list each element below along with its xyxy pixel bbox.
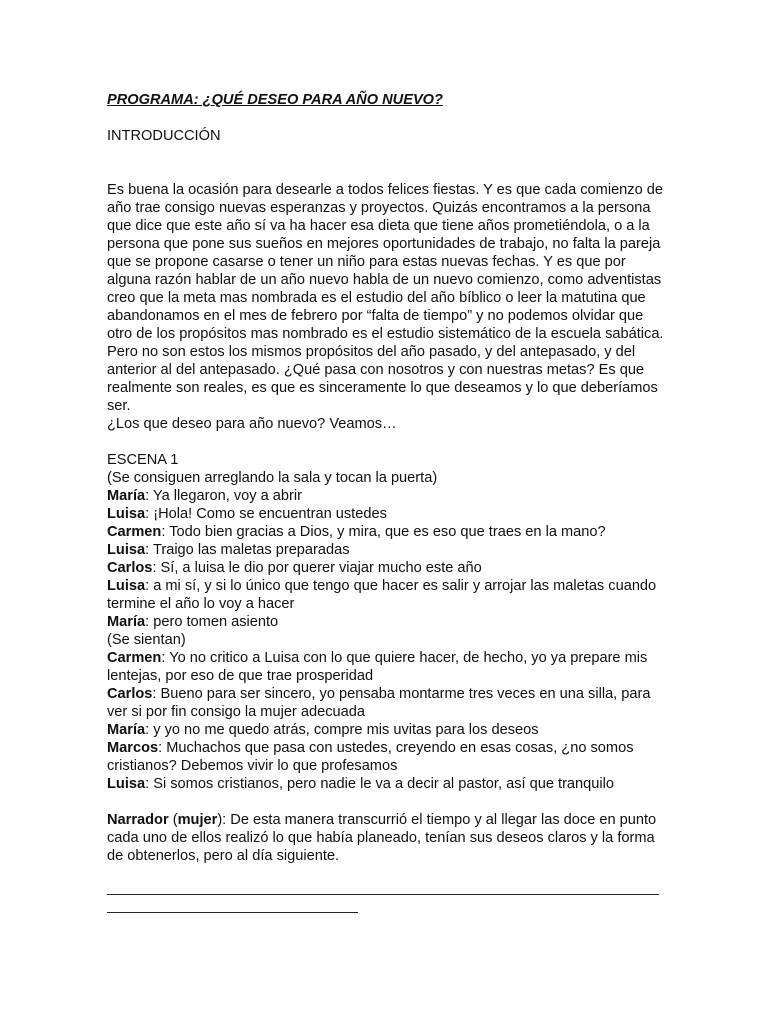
dialogue-line — [107, 739, 667, 775]
blank-line-rule-short — [107, 912, 358, 913]
dialogue-text: : Muchachos que pasa con ustedes, creyendo en esas cosas, ¿no somos cristianos? Debemos vivir lo que profesamos — [107, 740, 634, 774]
scene-heading: ESCENA 1 — [107, 452, 179, 468]
narrator-name: Narrador — [107, 812, 169, 828]
narrator-open: ( — [168, 812, 178, 828]
dialogue-line — [107, 577, 667, 613]
speaker-name: Luisa — [107, 776, 146, 792]
dialogue-text: : y yo no me quedo atrás, compre mis uvitas para los deseos — [145, 722, 539, 738]
dialogue-line — [107, 559, 667, 577]
dialogue-text: : Sí, a luisa le dio por querer viajar mucho este año — [152, 560, 482, 576]
narrator-qualifier: mujer — [177, 812, 218, 828]
intro-closing: ¿Los que deseo para año nuevo? Veamos… — [107, 416, 397, 432]
stage-direction: (Se consiguen arreglando la sala y tocan la puerta) — [107, 470, 438, 486]
dialogue-text: : Si somos cristianos, pero nadie le va a decir al pastor, así que tranquilo — [145, 776, 614, 792]
dialogue-line — [107, 649, 667, 685]
dialogue-line — [107, 505, 667, 523]
dialogue-line — [107, 685, 667, 721]
document-title: PROGRAMA: ¿QUÉ DESEO PARA AÑO NUEVO? — [107, 92, 443, 108]
dialogue-line — [107, 775, 667, 793]
speaker-name: Carlos — [107, 686, 153, 702]
speaker-name: María — [107, 722, 146, 738]
dialogue-text: : Traigo las maletas preparadas — [145, 542, 350, 558]
dialogue-text: : ¡Hola! Como se encuentran ustedes — [145, 506, 387, 522]
speaker-name: Marcos — [107, 740, 159, 756]
speaker-name: María — [107, 488, 146, 504]
speaker-name: Carmen — [107, 524, 162, 540]
dialogue-line — [107, 541, 667, 559]
intro-heading: INTRODUCCIÓN — [107, 128, 221, 144]
narrator-text: De esta manera transcurrió el tiempo y al llegar las doce en punto cada uno de ellos realizó lo que había planeado, tenían sus deseos claros y la forma de obtenerlos, pero al día siguiente. — [107, 812, 657, 864]
blank-line-rule — [107, 894, 659, 895]
dialogue-text: : Yo no critico a Luisa con lo que quiere hacer, de hecho, yo ya prepare mis lentejas, por eso de que trae prosperidad — [107, 650, 648, 684]
speaker-name: Carmen — [107, 650, 162, 666]
dialogue-line — [107, 523, 667, 541]
narrator-paragraph — [107, 811, 667, 865]
narrator-close: ): — [217, 812, 231, 828]
speaker-name: Luisa — [107, 542, 146, 558]
dialogue-text: : a mi sí, y si lo único que tengo que hacer es salir y arrojar las maletas cuando termine el año lo voy a hacer — [107, 578, 657, 612]
document-body — [107, 91, 667, 865]
speaker-name: Carlos — [107, 560, 153, 576]
speaker-name: Luisa — [107, 578, 146, 594]
intro-paragraph: Es buena la ocasión para desearle a todos felices fiestas. Y es que cada comienzo de año trae consigo nuevas esperanzas y proyectos. Quizás encontramos a la persona que dice que este año sí va ha hacer esa dieta que tiene años prometiéndola, o a la persona que pone sus sueños en mejores oportunidades de trabajo, no falta la pareja que se propone casarse o tener un niño para estas nuevas fechas. Y es que por alguna razón hablar de un año nuevo habla de un nuevo comienzo, como adventistas creo que la meta mas nombrada es el estudio del año bíblico o leer la matutina que abandonamos en el mes de febrero por “falta de tiempo” y no podemos olvidar que otro de los propósitos mas nombrado es el estudio sistemático de la escuela sabática. Pero no son estos los mismos propósitos del año pasado, y del antepasado, y del anterior al del antepasado. ¿Qué pasa con nosotros y con nuestras metas? Es que realmente son reales, es que es sinceramente lo que deseamos y lo que deberíamos ser. — [107, 182, 664, 414]
dialogue-text: : pero tomen asiento — [145, 614, 279, 630]
dialogue-line — [107, 487, 667, 505]
dialogue-line — [107, 613, 667, 631]
dialogue-text: : Todo bien gracias a Dios, y mira, que es eso que traes en la mano? — [161, 524, 606, 540]
speaker-name: Luisa — [107, 506, 146, 522]
dialogue-text: : Ya llegaron, voy a abrir — [145, 488, 302, 504]
speaker-name: María — [107, 614, 146, 630]
stage-direction: (Se sientan) — [107, 632, 186, 648]
dialogue-text: : Bueno para ser sincero, yo pensaba montarme tres veces en una silla, para ver si por fin consigo la mujer adecuada — [107, 686, 651, 720]
dialogue-line — [107, 721, 667, 739]
